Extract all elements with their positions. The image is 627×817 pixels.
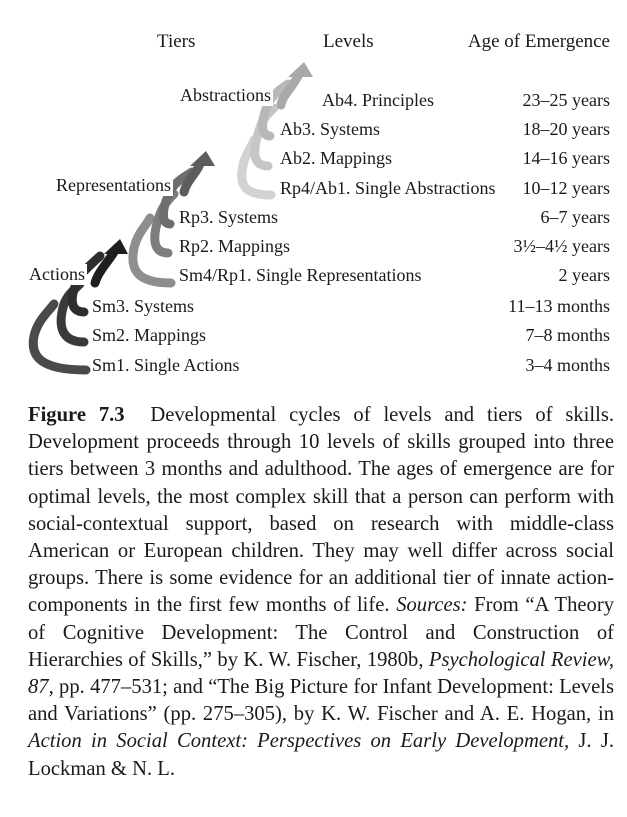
- level-rp4-ab1: Rp4/Ab1. Single Abstractions: [280, 178, 496, 198]
- arrowhead-abstractions: [288, 62, 313, 77]
- tier-label-actions: Actions: [29, 264, 85, 284]
- age-ab3: 18–20 years: [522, 119, 610, 139]
- level-sm3: Sm3. Systems: [92, 296, 195, 316]
- level-sm1: Sm1. Single Actions: [92, 355, 240, 375]
- age-sm1: 3–4 months: [525, 355, 610, 375]
- level-sm4-rp1: Sm4/Rp1. Single Representations: [179, 265, 422, 285]
- caption-text-2: From “A Theory of Cognitive Development: The Control and Construction of Hierarchies of Skills,” by K. W. Fischer, 1980b,: [28, 594, 615, 671]
- sources-label: Sources:: [396, 594, 468, 617]
- level-rp2: Rp2. Mappings: [179, 236, 291, 256]
- tier-label-abstractions: Abstractions: [180, 85, 271, 105]
- age-sm3: 11–13 months: [508, 296, 610, 316]
- age-sm4-rp1: 2 years: [558, 265, 610, 285]
- arrowhead-representations: [190, 151, 215, 166]
- age-sm2: 7–8 months: [525, 325, 610, 345]
- tier-label-representations: Representations: [56, 175, 171, 195]
- figure-caption: [28, 402, 614, 783]
- journal-title: Psychological Review, 87,: [28, 648, 614, 699]
- level-ab4: Ab4. Principles: [322, 90, 434, 110]
- caption-text-1: Developmental cycles of levels and tiers of skills. Development proceeds through 10 levels of skills grouped into three tiers between 3 months and adulthood. The ages of emergence are for optimal levels, the most complex skill that a person can perform with social-contextual support, based on research with middle-class American or European children. They may well differ across social groups. There is some evidence for an additional tier of innate action-components in the first few months of life.: [28, 404, 614, 617]
- arrowhead-actions: [104, 239, 128, 254]
- level-sm2: Sm2. Mappings: [92, 325, 207, 345]
- level-rp3: Rp3. Systems: [179, 207, 279, 227]
- caption-text-4: J. J. Lockman & N. L.: [28, 730, 615, 780]
- age-ab2: 14–16 years: [522, 148, 610, 168]
- level-ab2: Ab2. Mappings: [280, 148, 392, 168]
- header-levels: Levels: [323, 31, 374, 52]
- header-tiers: Tiers: [157, 31, 196, 52]
- book-title: Action in Social Context: Perspectives on Early Development,: [28, 730, 570, 753]
- age-rp3: 6–7 years: [540, 207, 610, 227]
- figure-label: Figure 7.3: [28, 404, 125, 426]
- caption-text-3: pp. 477–531; and “The Big Picture for Infant Development: Levels and Variations” (pp. 275–305), by K. W. Fischer and A. E. Hogan, in: [28, 676, 614, 726]
- age-rp4-ab1: 10–12 years: [522, 178, 610, 198]
- level-ab3: Ab3. Systems: [280, 119, 381, 139]
- header-age-of-emergence: Age of Emergence: [467, 31, 610, 52]
- age-ab4: 23–25 years: [522, 90, 610, 110]
- age-rp2: 3½–4½ years: [513, 236, 610, 256]
